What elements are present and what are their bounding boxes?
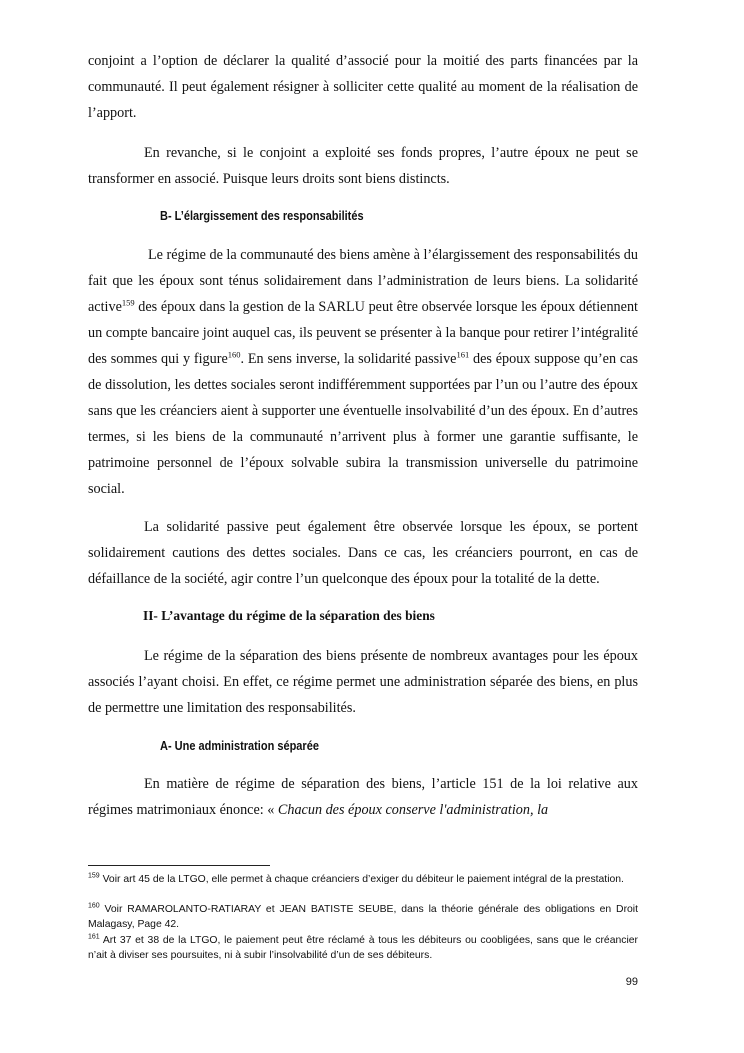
footnote-ref-159[interactable]: 159 bbox=[121, 297, 135, 308]
footnote-159 bbox=[88, 872, 638, 887]
paragraph-1: conjoint a l’option de déclarer la qualité d’associé pour la moitié des parts financées par la communauté. Il peut également résigner à solliciter cette qualité au moment de la réalisation de l’apport. bbox=[88, 53, 638, 121]
heading-b-elargissement: B- L’élargissement des responsabilités bbox=[160, 209, 364, 223]
paragraph-3-part-c: . En sens inverse, la solidarité passive bbox=[240, 351, 457, 367]
footnote-161-text: Art 37 et 38 de la LTGO, le paiement peut être réclamé à tous les débiteurs ou coobligées, sans que le créancier n’ait à diviser ses poursuites, ni à subir l’insolvabilité d’un de ses débiteurs. bbox=[88, 935, 638, 961]
footnote-161-number: 161 bbox=[88, 933, 100, 941]
footnote-161 bbox=[88, 933, 638, 963]
paragraph-3 bbox=[88, 242, 638, 502]
footnote-160 bbox=[88, 902, 638, 932]
paragraph-3-part-a: Le régime de la communauté des biens amène à l’élargissement des responsabilités du fait que les époux sont ténus solidairement dans l’administration de leurs biens. La solidarité active bbox=[88, 247, 638, 315]
footnote-separator bbox=[88, 865, 270, 866]
paragraph-5: Le régime de la séparation des biens présente de nombreux avantages pour les époux associés l’ayant choisi. En effet, ce régime permet une administration séparée des biens, en plus de permettre une limitation des responsabilités. bbox=[88, 648, 638, 716]
paragraph-6-quote: Chacun des époux conserve l'administration, la bbox=[277, 802, 549, 818]
heading-a-administration: A- Une administration séparée bbox=[160, 739, 319, 753]
footnote-159-number: 159 bbox=[88, 872, 100, 880]
paragraph-3-part-d: des époux suppose qu’en cas de dissolution, les dettes sociales seront indifféremment supportées par l’un ou l’autre des époux sans que les créanciers aient à supporter une éventuelle insolvabilité d’un des époux. En d’autres termes, si les biens de la communauté n’arrivent plus à former une garantie suffisante, le patrimoine personnel de l’époux solvable subira la transmission universelle du patrimoine social. bbox=[88, 351, 639, 497]
footnote-ref-161[interactable]: 161 bbox=[456, 349, 470, 360]
heading-ii-separation: II- L’avantage du régime de la séparation des biens bbox=[143, 608, 435, 623]
paragraph-6 bbox=[88, 771, 638, 823]
footnote-ref-160[interactable]: 160 bbox=[227, 349, 241, 360]
footnote-160-text: Voir RAMAROLANTO-RATIARAY et JEAN BATISTE SEUBE, dans la théorie générale des obligations en Droit Malagasy, Page 42. bbox=[88, 904, 638, 930]
paragraph-6-text: En matière de régime de séparation des biens, l’article 151 de la loi relative aux régimes matrimoniaux énonce: « bbox=[88, 776, 638, 818]
paragraph-2: En revanche, si le conjoint a exploité ses fonds propres, l’autre époux ne peut se transformer en associé. Puisque leurs droits sont biens distincts. bbox=[88, 145, 638, 187]
footnote-159-text: Voir art 45 de la LTGO, elle permet à chaque créanciers d’exiger du débiteur le paiement intégral de la prestation. bbox=[99, 874, 624, 885]
paragraph-3-part-b: des époux dans la gestion de la SARLU peut être observée lorsque les époux détiennent un compte bancaire joint auquel cas, ils peuvent se présenter à la banque pour retirer l’intégralité des sommes qui y figure bbox=[88, 299, 638, 367]
paragraph-4: La solidarité passive peut également être observée lorsque les époux, se portent solidairement cautions des dettes sociales. Dans ce cas, les créanciers pourront, en cas de défaillance de la société, agir contre l’un quelconque des époux pour la totalité de la dette. bbox=[88, 519, 638, 587]
footnote-160-number: 160 bbox=[88, 902, 100, 910]
page-number: 99 bbox=[625, 976, 638, 988]
